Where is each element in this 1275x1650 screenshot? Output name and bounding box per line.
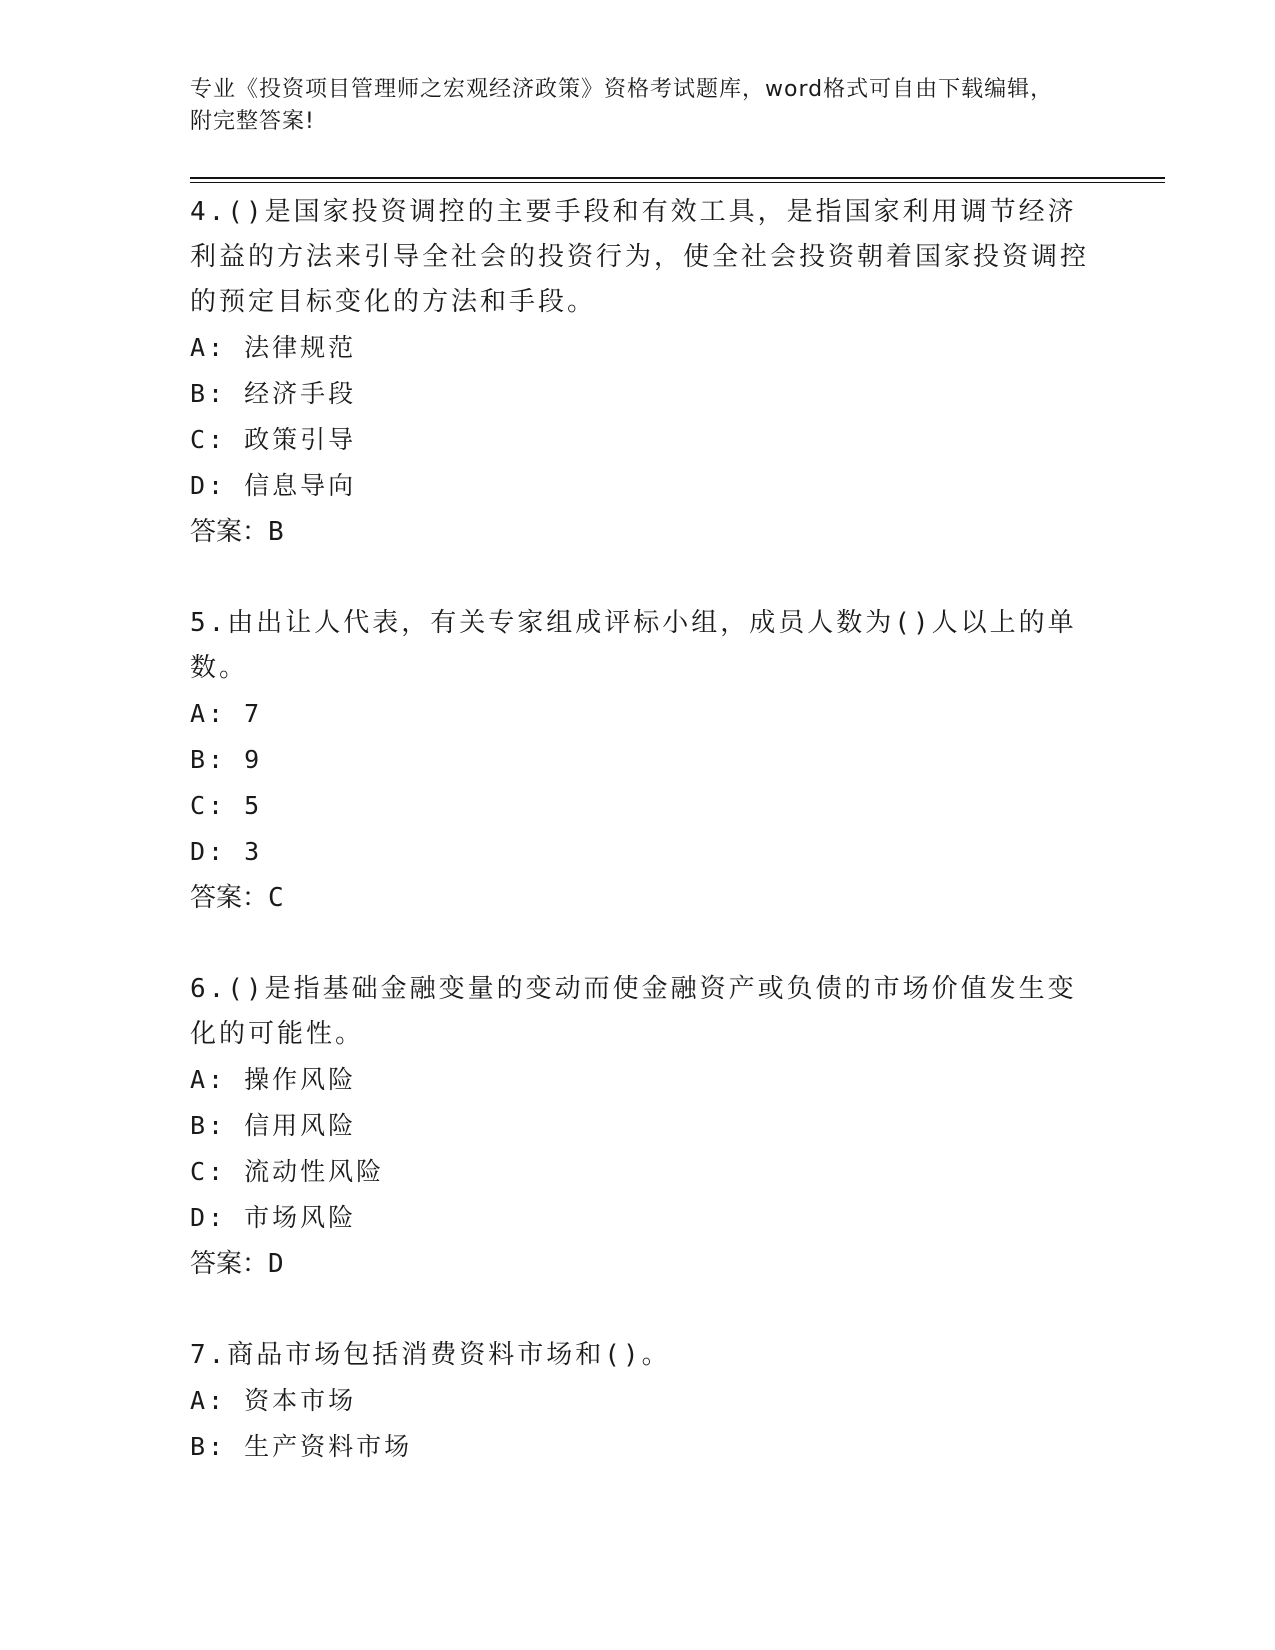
option-d: D: 市场风险 [190,1203,357,1232]
answer-line [190,1241,1090,1287]
option-b: B: 9 [190,745,263,774]
question-stem: 4.()是国家投资调控的主要手段和有效工具，是指国家利用调节经济利益的方法来引导全社会的投资行为，使全社会投资朝着国家投资调控的预定目标变化的方法和手段。 [190,197,1090,317]
question-7 [190,1333,1090,1470]
answer-label: 答案： [190,1249,269,1279]
option-c: C: 5 [190,791,263,820]
option-b: B: 经济手段 [190,379,357,408]
question-spacer [190,1287,1090,1333]
option-a: A: 资本市场 [190,1386,357,1415]
option-c: C: 流动性风险 [190,1157,385,1186]
option-a: A: 7 [190,699,263,728]
answer-label: 答案： [190,517,269,547]
answer-value: D [268,1249,284,1279]
option-d: D: 3 [190,837,263,866]
question-6 [190,967,1090,1287]
question-5 [190,601,1090,921]
answer-value: C [268,883,284,913]
option-d: D: 信息导向 [190,471,357,500]
answer-line [190,509,1090,555]
option-a: A: 操作风险 [190,1065,357,1094]
question-stem: 6.()是指基础金融变量的变动而使金融资产或负债的市场价值发生变化的可能性。 [190,974,1077,1049]
answer-label: 答案： [190,883,269,913]
document-header [190,74,1070,138]
question-stem: 5.由出让人代表，有关专家组成评标小组，成员人数为()人以上的单数。 [190,608,1077,683]
question-list [190,190,1090,1470]
header-rule-thin [190,182,1165,183]
header-intro: 专业《投资项目管理师之宏观经济政策》资格考试题库，word格式可自由下载编辑，附完整答案! [190,77,1054,134]
answer-line [190,875,1090,921]
question-spacer [190,921,1090,967]
question-stem: 7.商品市场包括消费资料市场和()。 [190,1340,671,1370]
answer-value: B [268,517,284,547]
option-a: A: 法律规范 [190,333,357,362]
header-rule-thick [190,177,1165,179]
option-b: B: 信用风险 [190,1111,357,1140]
option-c: C: 政策引导 [190,425,357,454]
question-4 [190,190,1090,555]
option-b: B: 生产资料市场 [190,1432,413,1461]
question-spacer [190,555,1090,601]
